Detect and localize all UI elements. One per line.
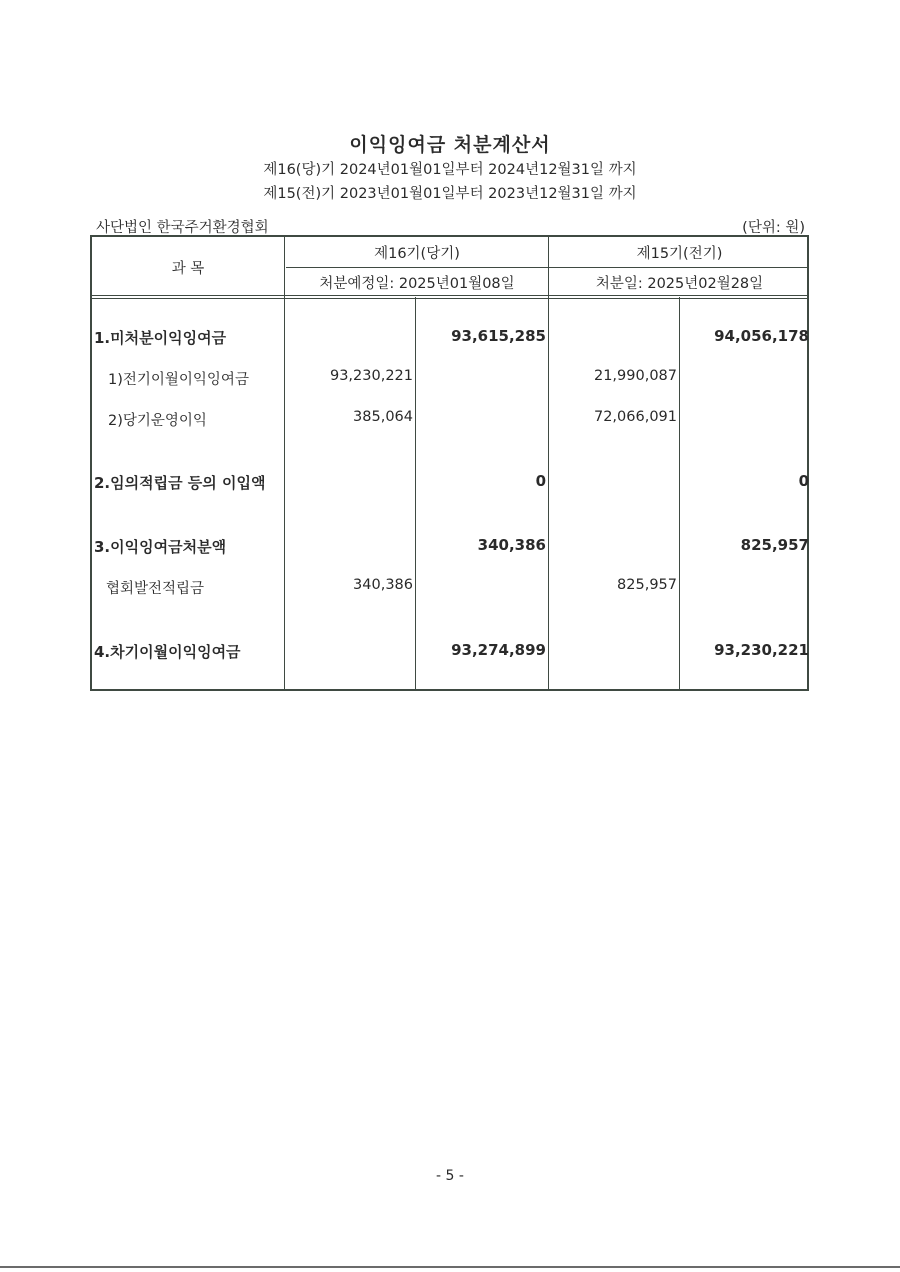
row-prior-total: 94,056,178	[714, 327, 809, 345]
row-prior-detail: 825,957	[617, 577, 677, 593]
header-item: 과 목	[171, 261, 205, 277]
row-current-total: 93,274,899	[451, 641, 546, 659]
period-current: 제16(당)기 2024년01월01일부터 2024년12월31일 까지	[263, 162, 637, 178]
organization-name: 사단법인 한국주거환경협회	[96, 220, 269, 236]
row-label: 1.미처분이익잉여금	[94, 329, 227, 347]
appropriation-table	[90, 235, 809, 691]
header-current-date: 처분예정일: 2025년01월08일	[319, 276, 515, 292]
col-divider-3	[548, 237, 549, 689]
row-label: 2)당기운영이익	[108, 413, 207, 429]
page-number: - 5 -	[436, 1168, 464, 1184]
row-label: 2.임의적립금 등의 이입액	[94, 474, 266, 492]
header-current-period: 제16기(당기)	[374, 246, 460, 262]
unit-label: (단위: 원)	[742, 220, 805, 236]
row-prior-total: 825,957	[740, 536, 809, 554]
row-current-total: 93,615,285	[451, 327, 546, 345]
row-current-detail: 385,064	[353, 409, 413, 425]
scan-bottom-edge	[0, 1266, 900, 1268]
col-divider-1	[284, 237, 285, 689]
row-label: 협회발전적립금	[106, 581, 205, 597]
header-prior-date: 처분일: 2025년02월28일	[595, 276, 764, 292]
row-current-detail: 93,230,221	[329, 368, 413, 384]
row-current-detail: 340,386	[353, 577, 413, 593]
row-prior-total: 0	[798, 472, 809, 490]
row-current-total: 0	[535, 472, 546, 490]
row-label: 1)전기이월이익잉여금	[108, 372, 249, 388]
row-current-total: 340,386	[477, 536, 546, 554]
header-prior-period: 제15기(전기)	[636, 246, 723, 262]
header-divider	[286, 267, 807, 268]
row-prior-detail: 21,990,087	[593, 368, 677, 384]
row-prior-detail: 72,066,091	[593, 409, 677, 425]
col-divider-4	[679, 297, 680, 689]
header-double-rule	[92, 295, 807, 299]
row-label: 3.이익잉여금처분액	[94, 538, 227, 556]
col-divider-2	[415, 297, 416, 689]
row-label: 4.차기이월이익잉여금	[94, 643, 241, 661]
row-prior-total: 93,230,221	[714, 641, 809, 659]
document-title: 이익잉여금 처분계산서	[349, 134, 551, 156]
period-prior: 제15(전)기 2023년01월01일부터 2023년12월31일 까지	[263, 186, 637, 202]
